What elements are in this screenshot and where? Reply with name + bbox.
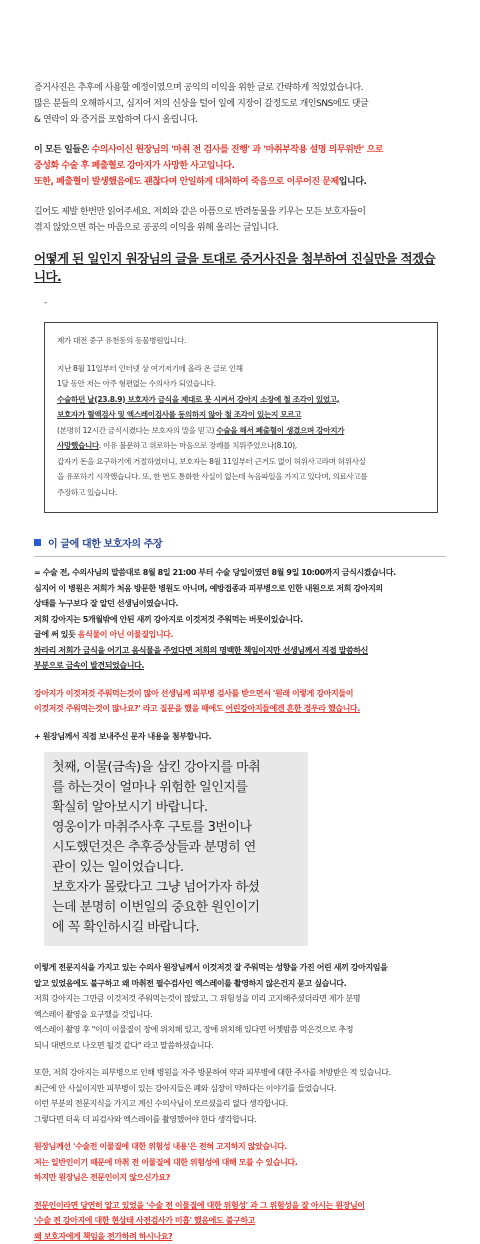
claim-line: 이것저것 주워먹는것이 많나요?' 라고 질문을 했을 때에도 어린강아지들에겐 흔한 경우라 했습니다. <box>34 701 446 717</box>
sms-line: 를 하는것이 얼마나 위험한 일인지를 <box>52 778 300 798</box>
section-header <box>34 535 446 550</box>
incident-paragraph <box>34 142 446 190</box>
sms-line: 관이 있는 일이었습니다. <box>52 858 300 878</box>
plea-line: 길어도 제발 한번만 읽어주세요. 저희와 같은 아픔으로 반려동물을 키우는 모든 보호자들이 <box>34 204 446 220</box>
plea-line: 겪지 않았으면 하는 마음으로 공공의 이익을 위해 올리는 글입니다. <box>34 220 446 236</box>
sms-line: 영웅이가 마취주사후 구토를 3번이나 <box>52 818 300 838</box>
argument-line: 그렇다면 더욱 더 피검사와 엑스레이를 촬영했어야 한다 생각합니다. <box>34 1112 446 1128</box>
vet-post-line: 을 유포하기 시작했습니다. 또, 한 번도 통화한 사실이 없는데 녹음파일을 가지고 있다며, 의료사고를 <box>57 469 425 485</box>
sms-line: 시도했던것은 추후증상들과 분명히 연 <box>52 838 300 858</box>
section-divider <box>34 556 446 557</box>
argument-line: 엑스레이 촬영을 요구했을 것입니다. <box>34 1007 446 1023</box>
dash-separator: - <box>44 296 446 310</box>
square-bullet-icon <box>34 539 41 546</box>
section-title: 이 글에 대한 보호자의 주장 <box>48 535 162 550</box>
vet-post-title: 제가 대전 중구 유천동의 동물병원입니다. <box>57 333 425 349</box>
vet-post-line: 주장하고 있습니다. <box>57 485 425 501</box>
intro-line: & 연락이 와 증거를 포함하여 다시 올립니다. <box>34 112 446 128</box>
argument-line: 이렇게 전문지식을 가지고 있는 수의사 원장님께서 이것저것 잘 주워먹는 성향을 가진 어린 새끼 강아지임을 <box>34 960 446 976</box>
incident-line: 중성화 수술 후 폐출혈로 강아지가 사망한 사고입니다. <box>34 158 446 174</box>
argument-line: 이런 부분의 전문지식을 가지고 계신 수의사님이 모르셨을리 없다 생각합니다. <box>34 1096 446 1112</box>
claim-line: 저희 강아지는 5개월밖에 안된 새끼 강아지로 이것저것 주워먹는 버릇이있습니다. <box>34 612 446 628</box>
vet-post-quote <box>44 322 438 513</box>
claims-paragraph <box>34 565 446 744</box>
conclusion-line: 원장님께선 '수술전 이물질에 대한 위험성 내용'은 전혀 고지하지 않았습니다. <box>34 1139 446 1155</box>
sms-intro-line: + 원장님께서 직접 보내주신 문자 내용을 첨부합니다. <box>34 729 446 745</box>
claim-line: 부분으로 금속이 발견되었습니다. <box>34 658 446 674</box>
sms-line: 첫째, 이물(금속)을 삼킨 강아지를 마취 <box>52 758 300 778</box>
conclusion-line: 저는 일반인이기 때문에 마취 전 이물질에 대한 위험성에 대해 모를 수 있습니다. <box>34 1155 446 1171</box>
claim-line: 글에 써 있듯 음식물이 아닌 이물질입니다. <box>34 627 446 643</box>
incident-line: 또한, 폐출혈이 발생했음에도 괜찮다며 안일하게 대처하여 죽음으로 이루어진 문제입니다. <box>34 174 446 190</box>
argument-line: 되니 대변으로 나오면 될것 같다" 라고 말씀하셨습니다. <box>34 1038 446 1054</box>
intro-line: 증거사진은 추후에 사용할 예정이였으며 공익의 이익을 위한 글로 간략하게 적었었습니다. <box>34 80 446 96</box>
vet-post-line: (본명히 12시간 금식시켰다는 보호자의 말을 믿고) 수술을 해서 폐출혈이 생겼으며 강아지가 <box>57 423 425 439</box>
argument-line: 또한, 저희 강아지는 피부병으로 인해 병원을 자주 방문하여 약과 피부병에 대한 주사를 처방받은 적 있습니다. <box>34 1065 446 1081</box>
argument-line: 저희 강아지는 그만큼 이것저것 주워먹는것이 많았고, 그 위험성을 미리 고지해주셨더라면 제가 분명 <box>34 991 446 1007</box>
intro-line: 많은 분들의 오해하시고, 심지어 저의 신상을 털어 일에 지장이 갈정도로 개인SNS에도 댓글 <box>34 96 446 112</box>
vet-post-line: 1달 동안 저는 아주 형편없는 수의사가 되었습니다. <box>57 376 425 392</box>
conclusion-paragraph <box>34 1139 446 1244</box>
argument-line: 엑스레이 촬영 후 "이미 이물질이 장에 위치해 있고, 장에 위치해 있다면 어젯밤쯤 먹은것으로 추정 <box>34 1022 446 1038</box>
conclusion-line: 전문인이라면 당연히 알고 있었을 '수술 전 이물질에 대한 위험성' 과 그 위험성을 잘 아시는 원장님이 <box>34 1198 446 1214</box>
vet-post-line: 갑자기 돈을 요구하기에 거절하였더니, 보호자는 8월 11일부터 근거도 없이 허위사고라며 허위사실 <box>57 454 425 470</box>
claim-line: 상태를 누구보다 잘 알던 선생님이였습니다. <box>34 596 446 612</box>
conclusion-line: '수술 전 강아지에 대한 현상태 사전검사가 미흡' 했음에도 불구하고 <box>34 1213 446 1229</box>
vet-post-line: 보호자가 혈액검사 및 엑스레이검사를 동의하지 않아 철 조각이 있는지 모르고 <box>57 407 425 423</box>
claim-line: 강아지가 이것저것 주워먹는것이 많아 선생님께 피부병 검사를 받으면서 '원래 이렇게 강아지들이 <box>34 686 446 702</box>
plea-paragraph <box>34 204 446 236</box>
sms-screenshot <box>44 752 308 946</box>
conclusion-line: 왜 보호자에게 책임을 전가하려 하시나요? <box>34 1229 446 1244</box>
sms-line: 는데 분명히 이번일의 중요한 원인이기 <box>52 898 300 918</box>
argument-paragraph <box>34 960 446 1127</box>
vet-post-line: 사망했습니다. 이유 불문하고 위로하는 마음으로 장례를 치뤄주었으나(8.10), <box>57 438 425 454</box>
argument-line: 알고 있었음에도 불구하고 왜 마취전 필수검사인 엑스레이를 촬영하지 않은건지 묻고 싶습니다. <box>34 976 446 992</box>
claim-line: 차라리 저희가 금식을 어기고 음식물을 주었다면 저희의 명백한 책임이지만 선생님께서 직접 말씀하신 <box>34 643 446 659</box>
sms-line: 에 꼭 확인하시길 바랍니다. <box>52 918 300 938</box>
incident-line: 이 모든 일들은 수의사이신 원장님의 '마취 전 검사를 진행' 과 '마취부작용 설명 의무위반' 으로 <box>34 142 446 158</box>
vet-post-line: 지난 8월 11일부터 인터넷 상 여기저기에 올라 온 글로 인해 <box>57 361 425 377</box>
conclusion-line: 하지만 원장님은 전문인이지 않으신가요? <box>34 1170 446 1186</box>
sms-line: 보호자가 몰랐다고 그냥 넘어가자 하셨 <box>52 878 300 898</box>
main-heading: 어떻게 된 일인지 원장님의 글을 토대로 증거사진을 첨부하여 진실만을 적겠습니다. <box>34 250 446 286</box>
sms-line: 확실히 알아보시기 바랍니다. <box>52 798 300 818</box>
intro-paragraph <box>34 80 446 128</box>
vet-post-line: 수술하던 날(23.8.9) 보호자가 금식을 제대로 못 시켜서 강아지 소장에 철 조각이 있었고, <box>57 392 425 408</box>
argument-line: 최근에 안 사실이지만 피부병이 있는 강아지들은 폐와 심장이 약하다는 이야기를 들었습니다. <box>34 1081 446 1097</box>
claim-line: = 수술 전, 수의사님의 말씀대로 8월 8일 21:00 부터 수술 당일이였던 8월 9일 10:00까지 금식시켰습니다. <box>34 565 446 581</box>
claim-line: 심지어 이 병원은 저희가 처음 방문한 병원도 아니며, 예방접종과 피부병으로 인한 내원으로 저희 강아지의 <box>34 581 446 597</box>
